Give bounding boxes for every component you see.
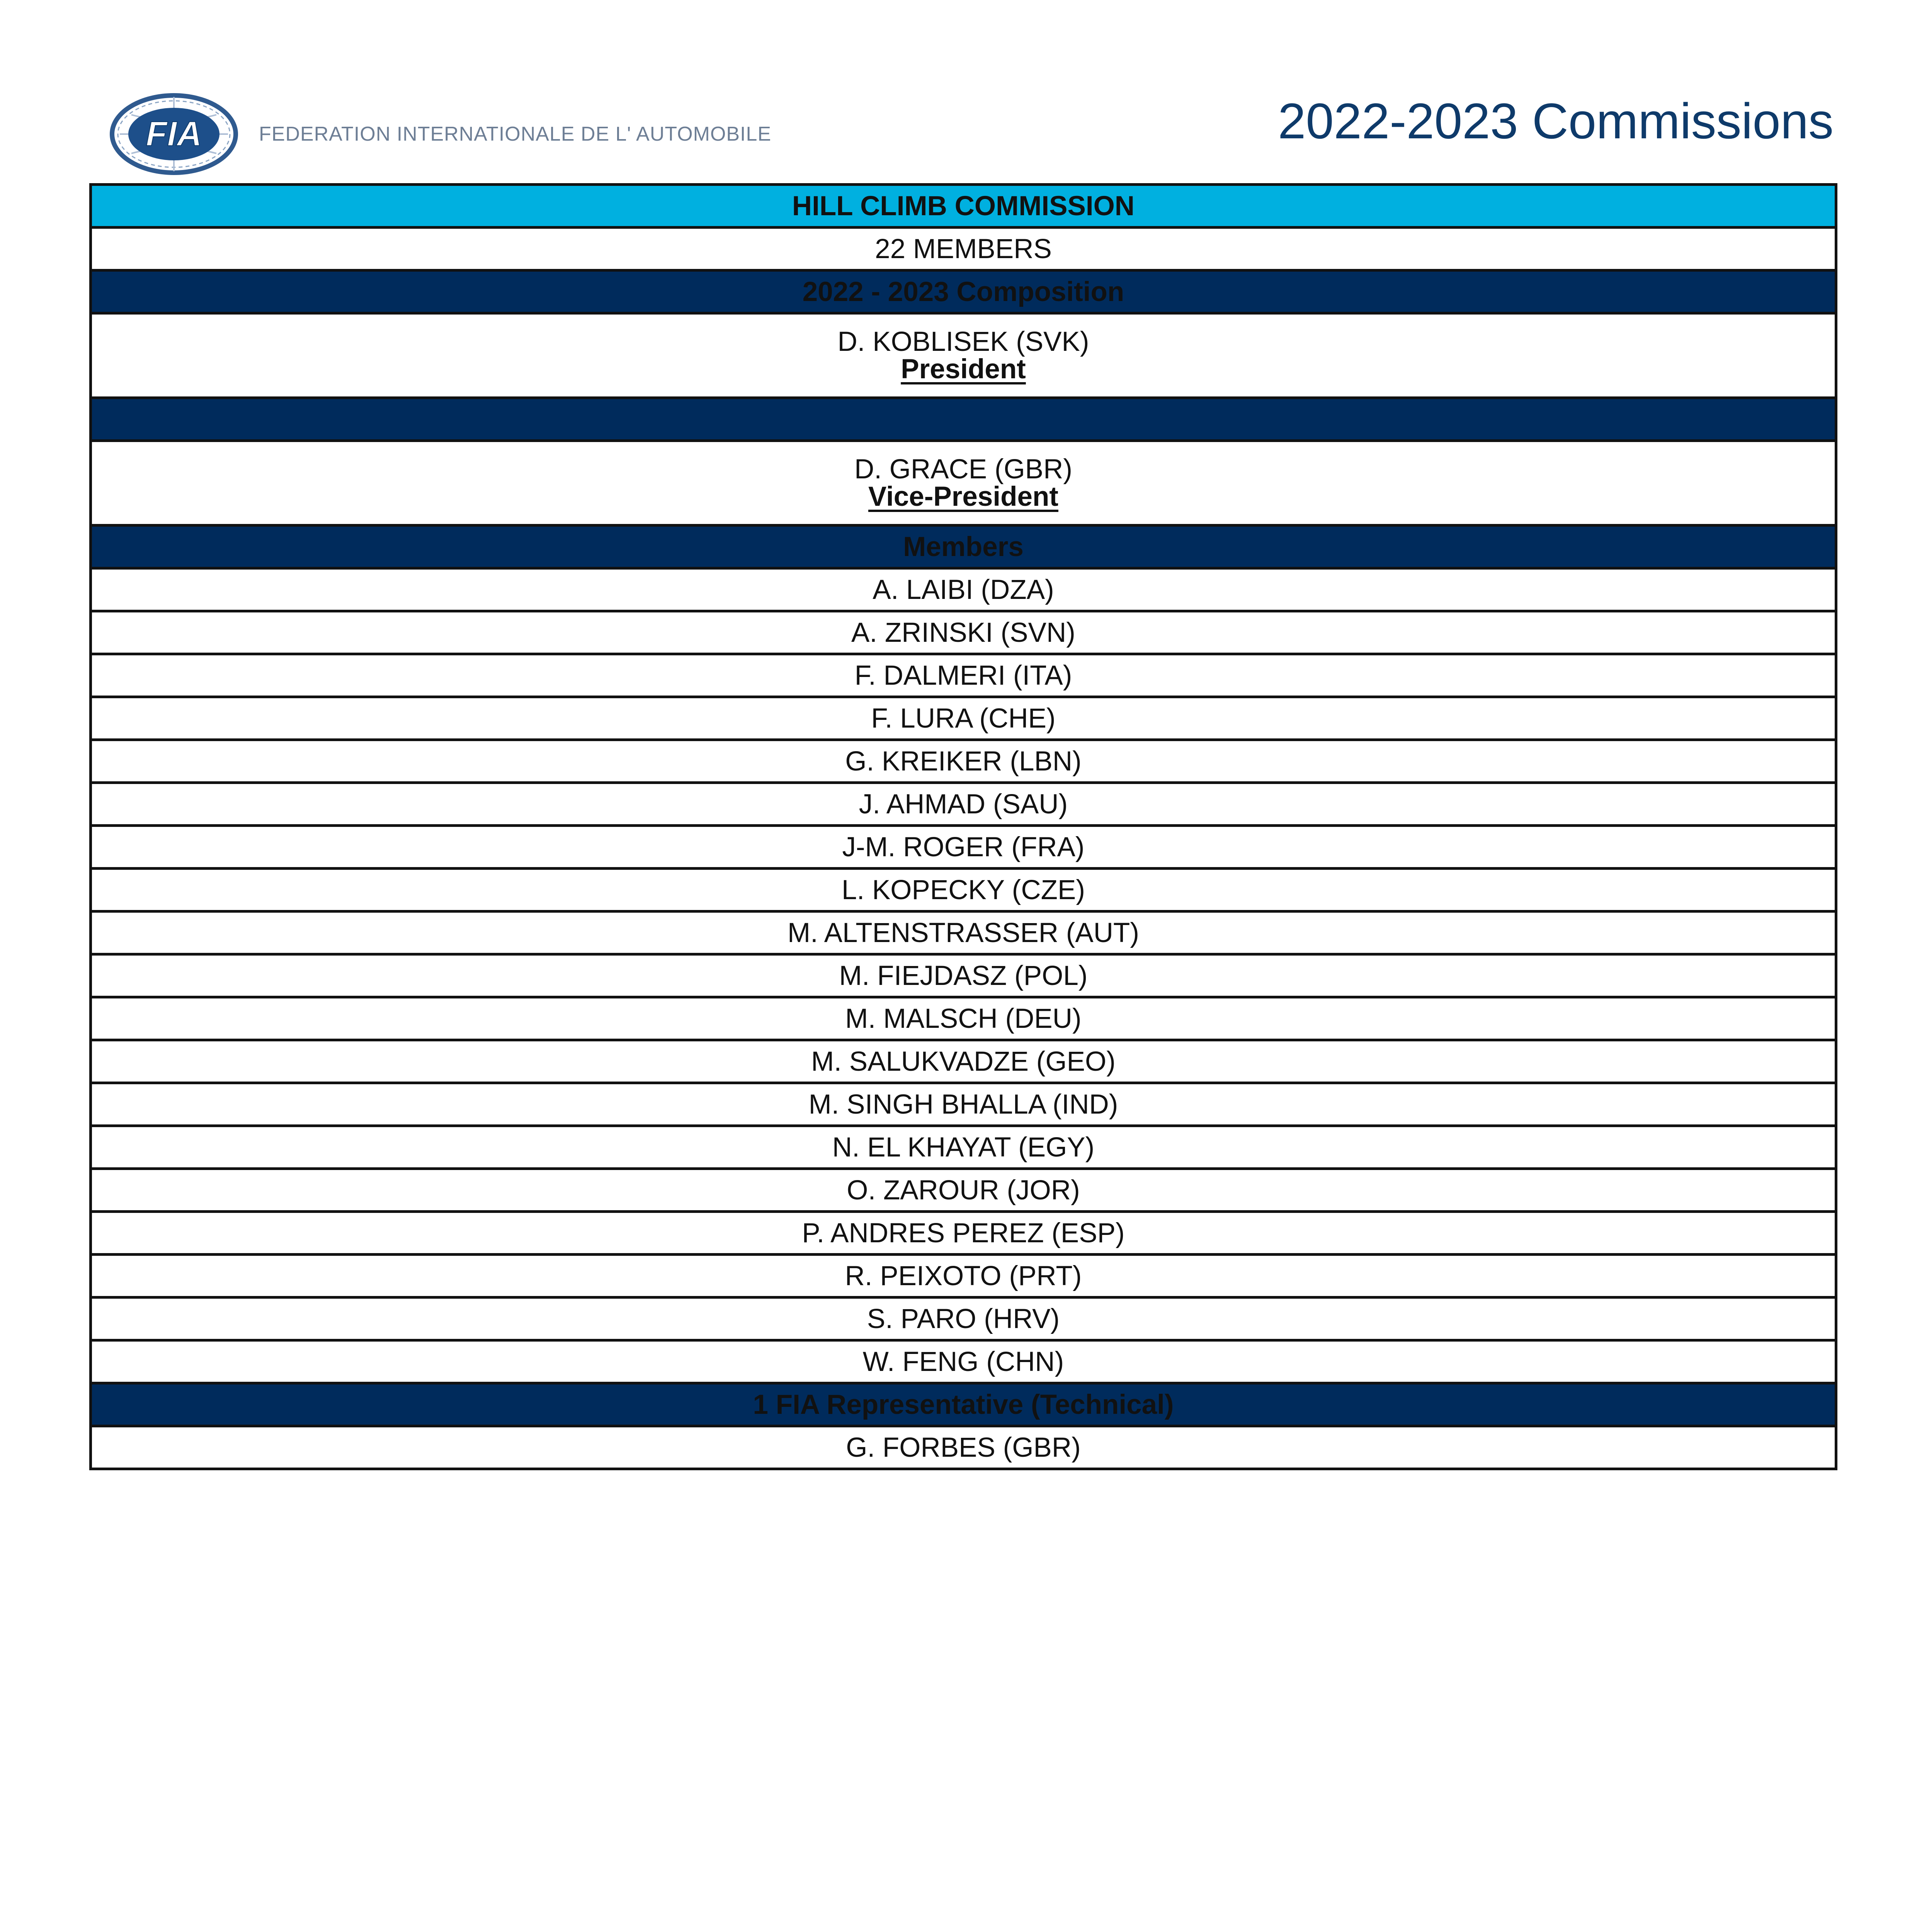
- table-row: [91, 912, 1836, 954]
- member-name: N. EL KHAYAT (EGY): [91, 1126, 1836, 1169]
- table-row: [91, 826, 1836, 869]
- vice-president-cell: [91, 441, 1836, 526]
- member-name: L. KOPECKY (CZE): [91, 869, 1836, 912]
- table-row: [91, 611, 1836, 654]
- representative-heading-row: [91, 1383, 1836, 1426]
- member-name: S. PARO (HRV): [91, 1298, 1836, 1340]
- member-name: M. FIEJDASZ (POL): [91, 954, 1836, 997]
- commission-table: [89, 183, 1837, 1470]
- members-heading-row: [91, 526, 1836, 568]
- member-name: R. PEIXOTO (PRT): [91, 1255, 1836, 1298]
- fia-emblem-letters: FIA: [146, 115, 202, 153]
- separator-bar: [91, 398, 1836, 441]
- member-name: W. FENG (CHN): [91, 1340, 1836, 1383]
- table-row: [91, 1340, 1836, 1383]
- member-name: J. AHMAD (SAU): [91, 783, 1836, 826]
- president-row: [91, 313, 1836, 398]
- member-name: A. LAIBI (DZA): [91, 568, 1836, 611]
- member-count: 22 MEMBERS: [91, 228, 1836, 270]
- table-row: [91, 869, 1836, 912]
- table-row: [91, 697, 1836, 740]
- vice-president-row: [91, 441, 1836, 526]
- separator-row: [91, 398, 1836, 441]
- table-row: [91, 1298, 1836, 1340]
- member-name: F. LURA (CHE): [91, 697, 1836, 740]
- member-name: M. ALTENSTRASSER (AUT): [91, 912, 1836, 954]
- table-row: [91, 1126, 1836, 1169]
- composition-heading-row: [91, 270, 1836, 313]
- member-name: J-M. ROGER (FRA): [91, 826, 1836, 869]
- table-row: [91, 1083, 1836, 1126]
- representative-name: G. FORBES (GBR): [91, 1426, 1836, 1469]
- member-name: M. SALUKVADZE (GEO): [91, 1040, 1836, 1083]
- member-name: M. MALSCH (DEU): [91, 997, 1836, 1040]
- table-row: [91, 568, 1836, 611]
- commission-title-row: [91, 185, 1836, 228]
- vice-president-role: Vice-President: [868, 481, 1058, 512]
- document-title: 2022-2023 Commissions: [1278, 93, 1834, 149]
- composition-heading: 2022 - 2023 Composition: [91, 270, 1836, 313]
- fia-logo-text: FEDERATION INTERNATIONALE DE L' AUTOMOBILE: [259, 123, 772, 145]
- table-row: [91, 954, 1836, 997]
- member-name: G. KREIKER (LBN): [91, 740, 1836, 783]
- table-row: [91, 740, 1836, 783]
- members-heading: Members: [91, 526, 1836, 568]
- table-row: [91, 1169, 1836, 1212]
- fia-globe-emblem: [108, 92, 240, 177]
- table-row: [91, 783, 1836, 826]
- table-row: [91, 997, 1836, 1040]
- member-name: M. SINGH BHALLA (IND): [91, 1083, 1836, 1126]
- member-name: F. DALMERI (ITA): [91, 654, 1836, 697]
- representative-heading: 1 FIA Representative (Technical): [91, 1383, 1836, 1426]
- member-name: P. ANDRES PEREZ (ESP): [91, 1212, 1836, 1255]
- president-cell: [91, 313, 1836, 398]
- member-name: O. ZAROUR (JOR): [91, 1169, 1836, 1212]
- vice-president-name: D. GRACE (GBR): [854, 454, 1073, 485]
- table-row: [91, 1255, 1836, 1298]
- table-row: [91, 1426, 1836, 1469]
- commission-name: HILL CLIMB COMMISSION: [91, 185, 1836, 228]
- table-row: [91, 1212, 1836, 1255]
- member-name: A. ZRINSKI (SVN): [91, 611, 1836, 654]
- fia-logo: [108, 90, 771, 179]
- member-count-row: [91, 228, 1836, 270]
- president-role: President: [901, 354, 1026, 384]
- table-row: [91, 654, 1836, 697]
- president-name: D. KOBLISEK (SVK): [837, 327, 1089, 357]
- table-row: [91, 1040, 1836, 1083]
